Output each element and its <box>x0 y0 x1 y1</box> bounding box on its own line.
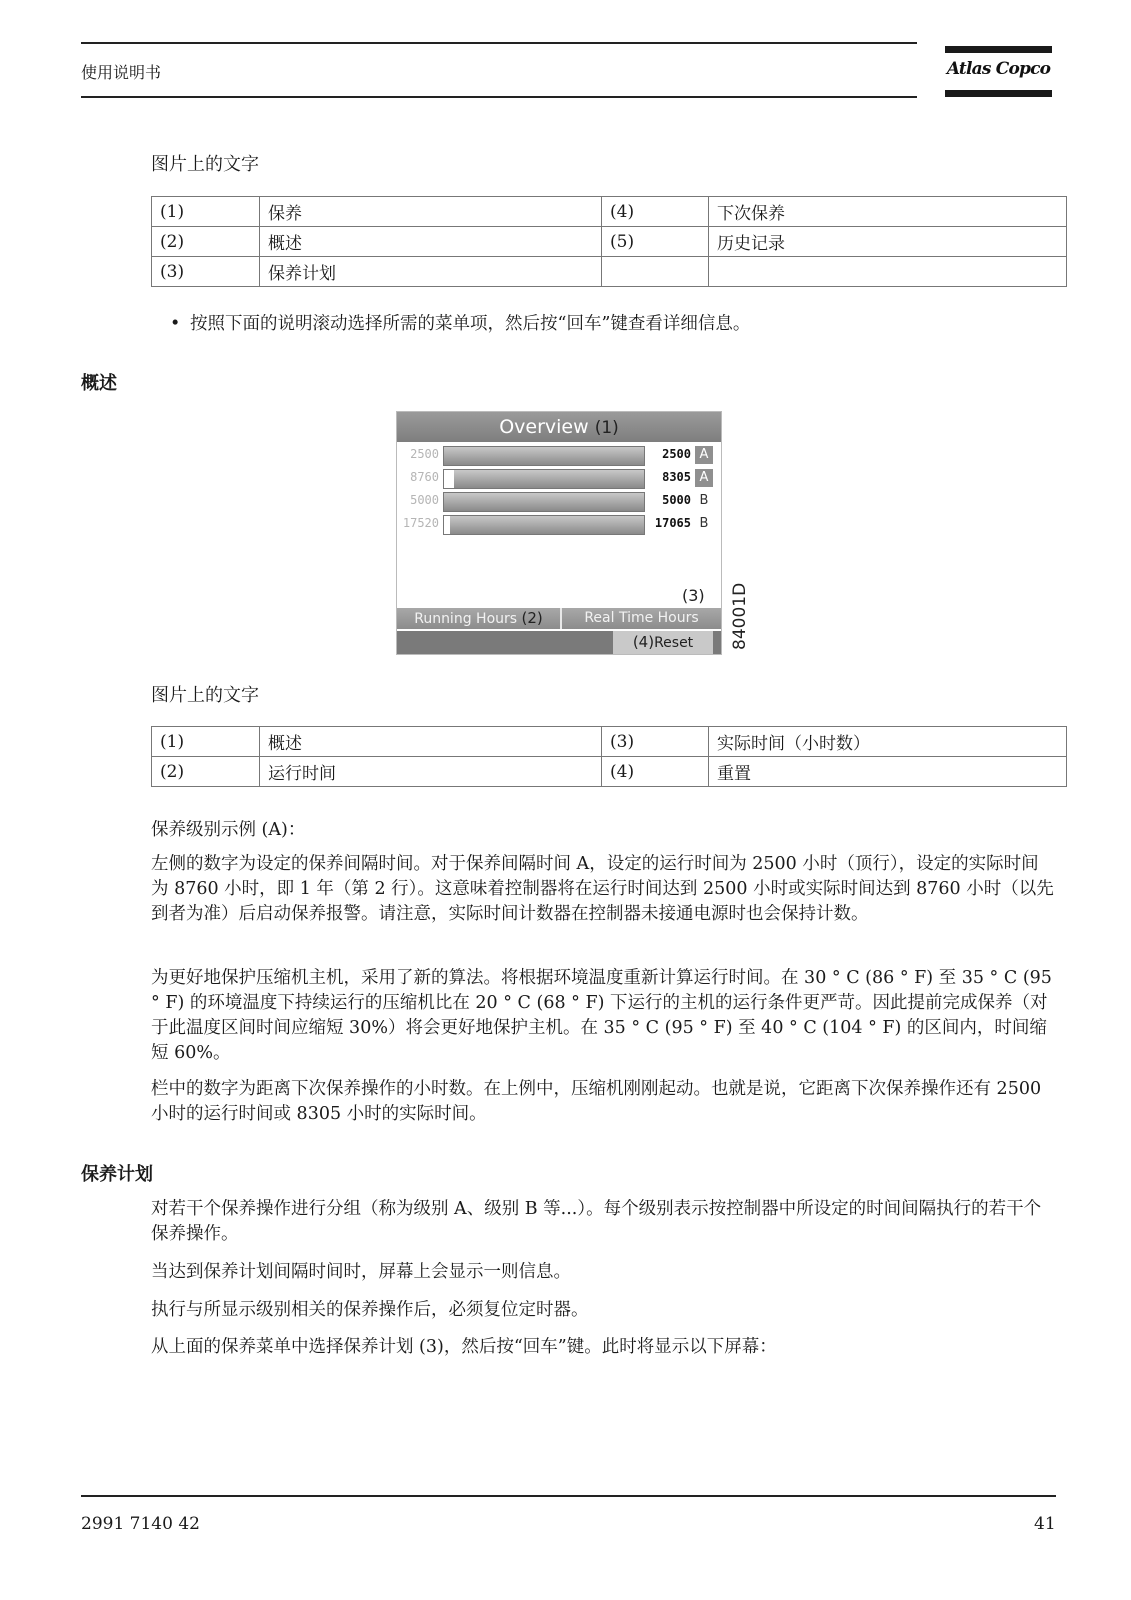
instruction-bullet: • 按照下面的说明滚动选择所需的菜单项，然后按“回车”键查看详细信息。 <box>170 314 751 334</box>
screen-tab-bar <box>397 608 721 629</box>
table-row: (2) 运行时间 (4) 重置 <box>152 757 1067 787</box>
remaining-hours: 17065 <box>654 516 691 530</box>
remaining-hours: 8305 <box>662 470 691 484</box>
interval-row <box>397 513 721 535</box>
plan-paragraph-3: 执行与所显示级别相关的保养操作后，必须复位定时器。 <box>151 1300 589 1320</box>
tab-running-hours[interactable]: Running Hours (2) <box>414 609 543 627</box>
legend-caption-2: 图片上的文字 <box>151 685 259 706</box>
level-badge: A <box>695 446 713 464</box>
heading-maintenance-plan: 保养计划 <box>81 1164 153 1185</box>
header-rule-bottom <box>81 96 917 98</box>
heading-overview: 概述 <box>81 373 117 394</box>
example-title: 保养级别示例 (A)： <box>151 820 306 840</box>
interval-label: 17520 <box>402 516 439 530</box>
bullet-dot: • <box>170 314 181 334</box>
progress-bar <box>443 446 645 466</box>
reset-button[interactable]: (4)Reset <box>613 631 713 654</box>
level-badge: B <box>699 493 709 508</box>
progress-bar <box>443 469 645 489</box>
progress-bar-fill <box>444 470 454 488</box>
interval-label: 8760 <box>410 470 439 484</box>
callout-4: (4) <box>632 633 655 651</box>
callout-1: (1) <box>594 418 619 438</box>
table-row: (3) 保养计划 <box>152 257 1067 287</box>
interval-row <box>397 444 721 466</box>
footer-rule <box>81 1495 1056 1497</box>
legend-table-1 <box>151 196 1067 287</box>
table-row: (2) 概述 (5) 历史记录 <box>152 227 1067 257</box>
callout-2: (2) <box>521 609 543 627</box>
overview-paragraph-1: 左侧的数字为设定的保养间隔时间。对于保养间隔时间 A，设定的运行时间为 2500 小时（顶行），设定的实际时间为 8760 小时，即 1 年（第 2 行）。这意味着控制器将在运行时间达到 2500 小时或实际时间达到 8760 小时（以先到者为准）后启动保养报警。请注意，实际时间计数器在控制器未接通电源时也会保持计数。 <box>151 854 1054 924</box>
interval-label: 5000 <box>410 493 439 507</box>
plan-paragraph-4: 从上面的保养菜单中选择保养计划 (3)，然后按“回车”键。此时将显示以下屏幕： <box>151 1337 777 1357</box>
progress-bar <box>443 492 645 512</box>
plan-paragraph-1: 对若干个保养操作进行分组（称为级别 A、级别 B 等...）。每个级别表示按控制器中所设定的时间间隔执行的若干个保养操作。 <box>151 1199 1042 1244</box>
interval-row <box>397 490 721 512</box>
table-row: (1) 保养 (4) 下次保养 <box>152 197 1067 227</box>
level-badge: A <box>695 469 713 487</box>
figure-code: 84001D <box>730 582 750 650</box>
remaining-hours: 5000 <box>662 493 691 507</box>
logo-bar-bottom <box>945 90 1052 97</box>
tab-real-time-hours[interactable]: Real Time Hours <box>584 610 699 626</box>
logo-text: Atlas Copco <box>946 59 1051 79</box>
overview-screen <box>396 411 722 655</box>
header-rule-top <box>81 42 917 44</box>
document-number: 2991 7140 42 <box>81 1514 200 1534</box>
plan-paragraph-2: 当达到保养计划间隔时间时，屏幕上会显示一则信息。 <box>151 1262 571 1282</box>
legend-caption-1: 图片上的文字 <box>151 154 259 175</box>
legend-table-2 <box>151 726 1067 787</box>
atlas-copco-logo <box>945 46 1052 100</box>
overview-paragraph-3: 栏中的数字为距离下次保养操作的小时数。在上例中，压缩机刚刚起动。也就是说，它距离下次保养操作还有 2500 小时的运行时间或 8305 小时的实际时间。 <box>151 1079 1042 1124</box>
level-badge: B <box>699 516 709 531</box>
page-number: 41 <box>1034 1514 1056 1534</box>
callout-3: (3) <box>682 586 705 605</box>
document-title: 使用说明书 <box>81 63 162 82</box>
progress-bar-fill <box>444 516 450 534</box>
table-row: (1) 概述 (3) 实际时间（小时数） <box>152 727 1067 757</box>
overview-paragraph-2: 为更好地保护压缩机主机，采用了新的算法。将根据环境温度重新计算运行时间。在 30 ° C (86 ° F) 至 35 ° C (95 ° F) 的环境温度下持续运行的压缩机比在 20 ° C (68 ° F) 下运行的主机的运行条件更严苛。因此提前完成保养（对于此温度区间时间应缩短 30%）将会更好地保护主机。在 35 ° C (95 ° F) 至 40 ° C (104 ° F) 的区间内，时间缩短 60%。 <box>151 968 1052 1063</box>
interval-label: 2500 <box>410 447 439 461</box>
screen-title: Overview <box>499 416 589 438</box>
progress-bar <box>443 515 645 535</box>
logo-bar-top <box>945 46 1052 53</box>
screen-title-bar <box>397 412 721 442</box>
interval-row <box>397 467 721 489</box>
remaining-hours: 2500 <box>662 447 691 461</box>
